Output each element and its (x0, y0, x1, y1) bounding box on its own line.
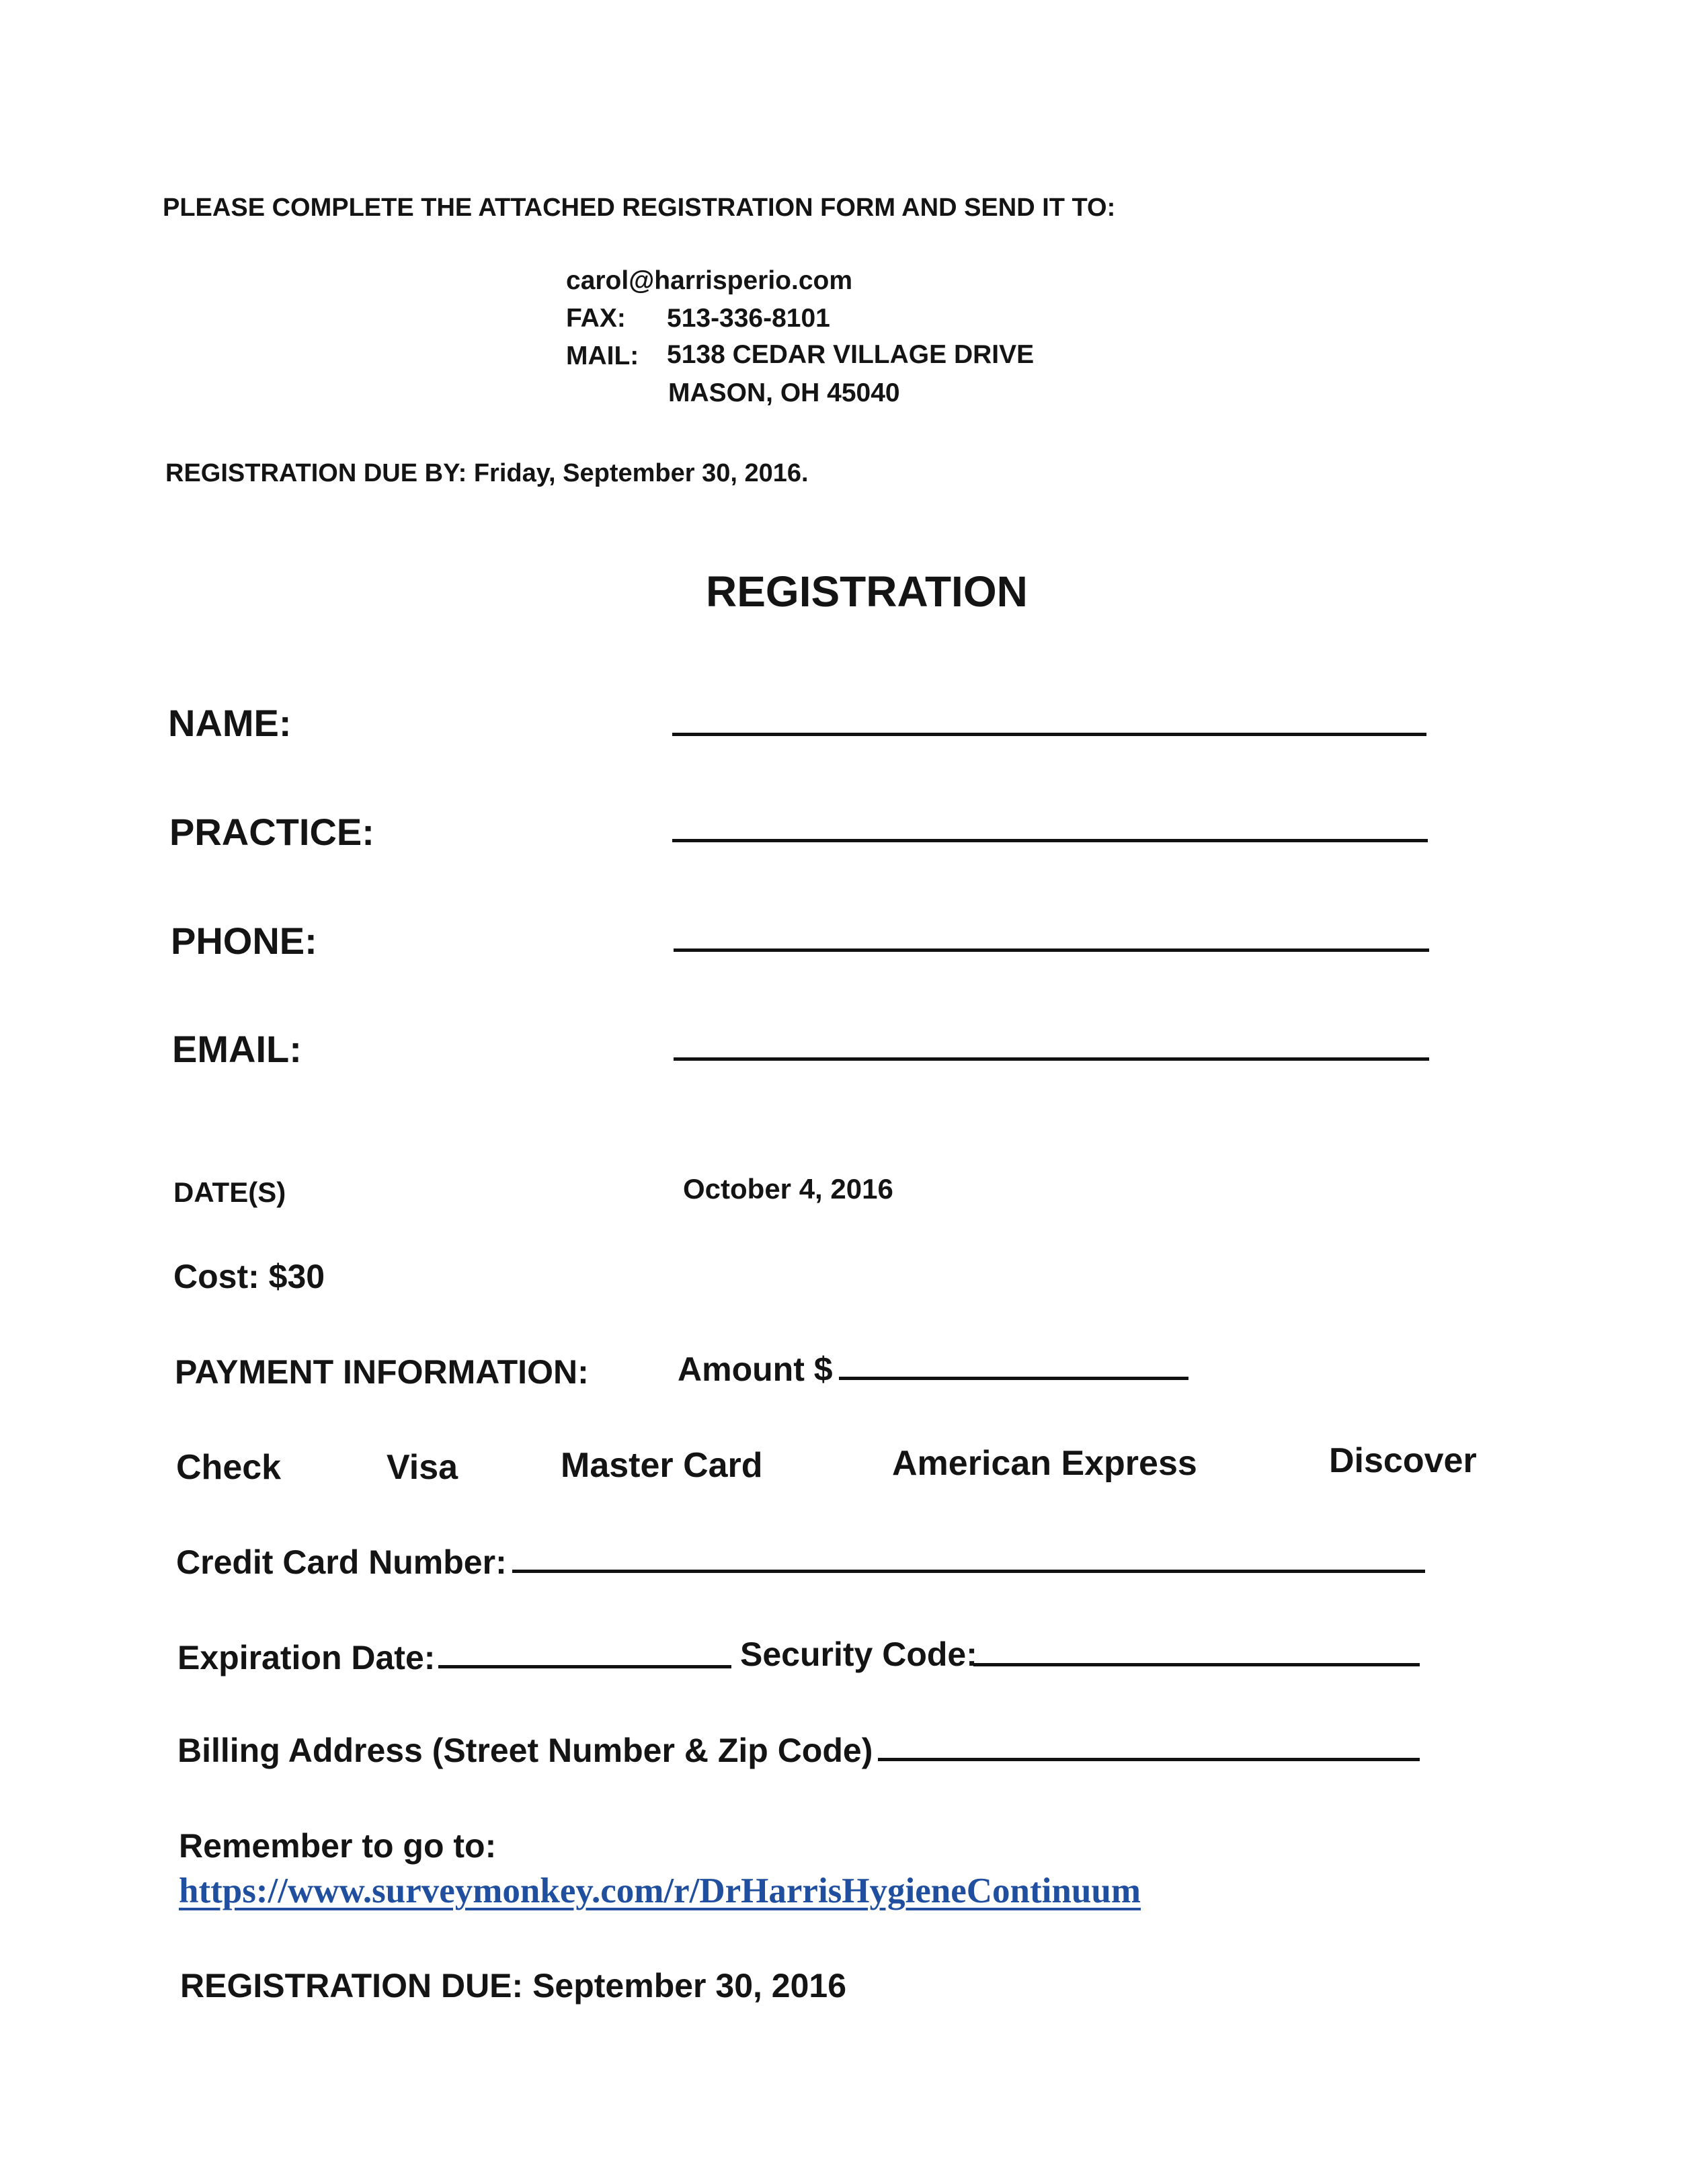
mail-address-line1: 5138 CEDAR VILLAGE DRIVE (667, 340, 1035, 369)
cost-text: Cost: $30 (173, 1258, 325, 1295)
instruction-text: PLEASE COMPLETE THE ATTACHED REGISTRATION FORM AND SEND IT TO: (163, 194, 1116, 222)
remember-text: Remember to go to: (179, 1827, 497, 1865)
payment-method-check[interactable]: Check (176, 1448, 282, 1487)
page-title: REGISTRATION (706, 567, 1028, 616)
payment-method-mastercard[interactable]: Master Card (561, 1446, 763, 1485)
payment-method-discover[interactable]: Discover (1329, 1441, 1477, 1480)
name-field[interactable] (672, 733, 1426, 736)
survey-link[interactable]: https://www.surveymonkey.com/r/DrHarrisHygieneContinuum (179, 1871, 1141, 1910)
payment-method-visa[interactable]: Visa (387, 1448, 458, 1487)
card-number-field[interactable] (512, 1570, 1425, 1573)
fax-label: FAX: (566, 304, 626, 333)
amount-label: Amount $ (678, 1350, 833, 1388)
security-code-field[interactable] (973, 1663, 1420, 1666)
dates-label: DATE(S) (173, 1176, 286, 1208)
payment-label: PAYMENT INFORMATION: (175, 1353, 589, 1391)
practice-label: PRACTICE: (169, 811, 374, 853)
expiration-label: Expiration Date: (177, 1639, 436, 1676)
fax-number: 513-336-8101 (667, 304, 830, 333)
expiration-field[interactable] (438, 1665, 731, 1668)
phone-field[interactable] (674, 948, 1429, 952)
billing-address-field[interactable] (878, 1758, 1420, 1761)
name-label: NAME: (168, 702, 292, 744)
card-number-label: Credit Card Number: (176, 1543, 507, 1581)
contact-email[interactable]: carol@harrisperio.com (566, 266, 853, 295)
email-label: EMAIL: (172, 1028, 302, 1070)
payment-method-amex[interactable]: American Express (892, 1444, 1197, 1483)
registration-due-by: REGISTRATION DUE BY: Friday, September 30, 2016. (165, 459, 809, 487)
mail-address-line2: MASON, OH 45040 (668, 378, 900, 407)
email-field[interactable] (674, 1057, 1429, 1061)
registration-due-footer: REGISTRATION DUE: September 30, 2016 (180, 1967, 847, 2005)
amount-field[interactable] (839, 1377, 1188, 1380)
phone-label: PHONE: (171, 920, 317, 962)
security-code-label: Security Code: (740, 1635, 977, 1673)
billing-address-label: Billing Address (Street Number & Zip Code) (177, 1732, 873, 1769)
mail-label: MAIL: (566, 341, 639, 370)
practice-field[interactable] (672, 839, 1428, 842)
dates-value: October 4, 2016 (683, 1173, 893, 1205)
